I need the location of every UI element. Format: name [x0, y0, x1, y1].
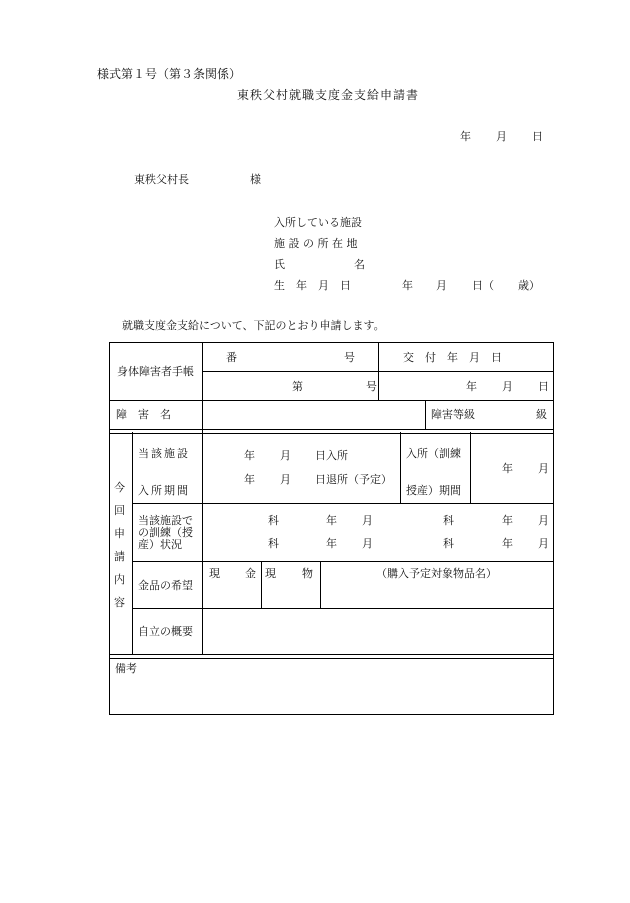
training-year-4: 年 [502, 537, 513, 550]
goods-kind-label-1: 現 [265, 567, 276, 580]
issue-year: 年 [466, 380, 477, 393]
issue-month: 月 [502, 380, 513, 393]
training-period-label-2: 授産）期間 [406, 484, 461, 497]
disability-grade-label: 障害等級 [431, 408, 475, 421]
handbook-dai: 第 [292, 380, 303, 393]
cash-label-1: 現 [209, 567, 220, 580]
training-status-label-1: 当該施設で [138, 514, 193, 527]
entry-year: 年 [244, 449, 255, 462]
date-month: 月 [496, 130, 507, 143]
training-period-label-1: 入所（訓練 [406, 447, 461, 460]
intro-text: 就職支度金支給について、下記のとおり申請します。 [122, 319, 385, 332]
handbook-ban: 番 [226, 351, 237, 364]
goods-description-label: （購入予定対象物品名） [376, 567, 497, 580]
exit-month: 月 [280, 473, 291, 486]
exit-day: 日退所（予定） [315, 473, 392, 486]
birth-age: 歳） [518, 279, 540, 292]
training-period-month: 月 [538, 462, 549, 475]
issue-day: 日 [538, 380, 549, 393]
entry-month: 月 [280, 449, 291, 462]
name-label-1: 氏 [274, 258, 285, 271]
remarks-label: 備考 [115, 662, 137, 675]
training-status-label-2: の訓練（授 [138, 526, 193, 539]
training-month-2: 月 [538, 514, 549, 527]
date-year: 年 [460, 130, 471, 143]
addressee-name: 東秩父村長 [134, 173, 189, 186]
independence-label: 自立の概要 [138, 625, 193, 638]
training-year-3: 年 [326, 537, 337, 550]
handbook-label: 身体障害者手帳 [117, 365, 194, 378]
disability-name-label: 障 害 名 [116, 408, 171, 421]
handbook-go: 号 [344, 351, 355, 364]
section-label-3: 申 [114, 527, 125, 540]
facility-row-label-2: 入所期間 [138, 484, 190, 497]
form-number: 様式第１号（第３条関係） [97, 67, 242, 81]
facility-label: 入所している施設 [274, 216, 362, 229]
section-label-4: 請 [114, 550, 125, 563]
training-year-1: 年 [326, 514, 337, 527]
training-month-4: 月 [538, 537, 549, 550]
disability-grade-unit: 級 [536, 408, 547, 421]
facility-row-label-1: 当該施設 [138, 447, 190, 460]
birth-month: 月 [436, 279, 447, 292]
training-status-label-3: 産）状況 [138, 538, 182, 551]
addressee-honorific: 様 [250, 173, 261, 186]
training-ka-4: 科 [443, 537, 454, 550]
section-label-6: 容 [114, 596, 125, 609]
date-day: 日 [532, 130, 543, 143]
birth-label: 生 年 月 日 [274, 279, 351, 292]
training-ka-2: 科 [443, 514, 454, 527]
training-period-year: 年 [502, 462, 513, 475]
handbook-go-2: 号 [366, 380, 377, 393]
section-label-2: 回 [114, 504, 125, 517]
training-month-1: 月 [362, 514, 373, 527]
training-year-2: 年 [502, 514, 513, 527]
goods-kind-label-2: 物 [302, 567, 313, 580]
entry-day: 日入所 [315, 449, 348, 462]
birth-year: 年 [402, 279, 413, 292]
goods-label: 金品の希望 [138, 579, 193, 592]
section-label-5: 内 [114, 573, 125, 586]
training-ka-1: 科 [268, 514, 279, 527]
exit-year: 年 [244, 473, 255, 486]
name-label-2: 名 [354, 258, 365, 271]
page-title: 東秩父村就職支度金支給申請書 [237, 88, 420, 102]
training-ka-3: 科 [268, 537, 279, 550]
facility-address-label: 施 設 の 所 在 地 [274, 237, 358, 250]
issue-date-label: 交 付 年 月 日 [403, 351, 502, 364]
training-month-3: 月 [362, 537, 373, 550]
cash-label-2: 金 [245, 567, 256, 580]
birth-day: 日（ [472, 279, 494, 292]
section-label-1: 今 [114, 481, 125, 494]
